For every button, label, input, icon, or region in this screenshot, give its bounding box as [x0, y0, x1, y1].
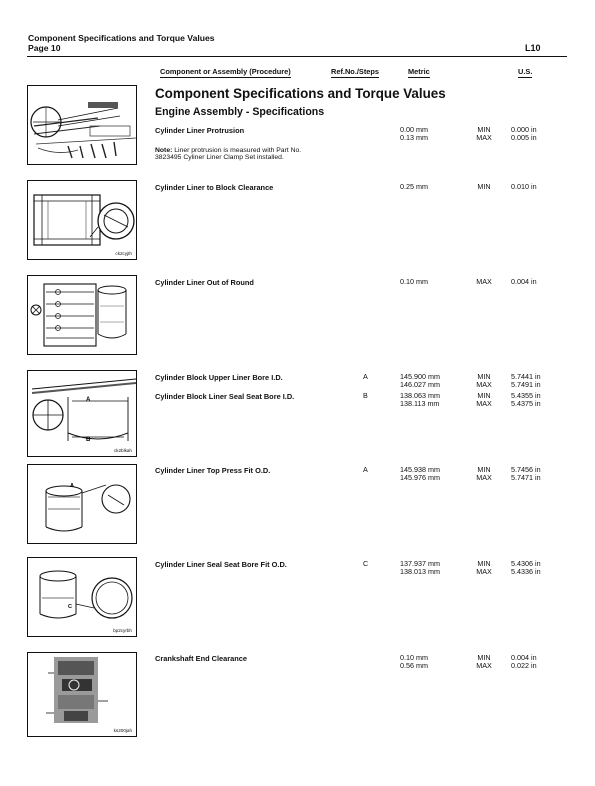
section-subtitle: Engine Assembly - Specifications	[155, 106, 325, 118]
figure-caption: ck2cyjth	[115, 251, 132, 256]
spec-limits-seal-seat-fit: MIN MAX	[476, 559, 492, 577]
note-text: Liner protrusion is measured with Part No.	[174, 147, 302, 154]
spec-ref-seal-seat-fit: C	[363, 559, 369, 568]
spec-metric-upper-liner-bore: 145.900 mm 146.027 mm	[400, 372, 440, 390]
spec-ref-upper-liner-bore: A	[363, 372, 368, 381]
page-number: Page 10	[28, 42, 61, 53]
spec-label-upper-liner-bore: Cylinder Block Upper Liner Bore I.D.	[155, 373, 283, 382]
spec-us-liner-protrusion: 0.000 in 0.005 in	[511, 125, 537, 143]
spec-limits-seal-seat-bore: MIN MAX	[476, 391, 492, 409]
spec-limits-upper-liner-bore: MIN MAX	[476, 372, 492, 390]
note-label: Note:	[155, 147, 173, 154]
spec-label-liner-out-of-round: Cylinder Liner Out of Round	[155, 278, 254, 287]
spec-us-liner-block-clearance: 0.010 in	[511, 182, 537, 191]
header-rule	[27, 56, 567, 57]
spec-label-crankshaft-end-clearance: Crankshaft End Clearance	[155, 654, 248, 663]
svg-text:A: A	[86, 397, 91, 403]
spec-limits-liner-out-of-round: MAX	[476, 277, 492, 286]
spec-label-liner-protrusion: Cylinder Liner Protrusion	[155, 126, 245, 135]
svg-text:A: A	[70, 483, 74, 489]
spec-us-top-press-fit: 5.7456 in 5.7471 in	[511, 465, 541, 483]
spec-label-seal-seat-bore: Cylinder Block Liner Seal Seat Bore I.D.	[155, 392, 295, 401]
liner-protrusion-illustration	[28, 86, 136, 164]
liner-seal-seat-illustration	[28, 558, 136, 636]
figure-liner-out-of-round	[27, 275, 137, 355]
svg-text:C: C	[68, 604, 72, 610]
spec-label-top-press-fit: Cylinder Liner Top Press Fit O.D.	[155, 466, 271, 475]
column-header-metric: Metric	[408, 67, 430, 76]
spec-limits-crankshaft-end-clearance: MIN MAX	[476, 653, 492, 671]
figure-liner-top-press-fit	[27, 464, 137, 544]
figure-crankshaft-end-clearance	[27, 652, 137, 737]
figure-liner-block-clearance	[27, 180, 137, 260]
spec-metric-liner-out-of-round: 0.10 mm	[400, 277, 428, 286]
svg-text:B: B	[86, 437, 91, 443]
spec-metric-seal-seat-fit: 137.937 mm 138.013 mm	[400, 559, 440, 577]
spec-metric-top-press-fit: 145.938 mm 145.976 mm	[400, 465, 440, 483]
crankshaft-end-clearance-illustration	[28, 653, 136, 736]
liner-block-clearance-illustration	[28, 181, 136, 259]
spec-ref-seal-seat-bore: B	[363, 391, 368, 400]
spec-note-liner-protrusion	[155, 147, 301, 162]
note-text-line2: 3823495 Cyliner Liner Clamp Set installed.	[155, 154, 284, 162]
document-title: Component Specifications and Torque Values	[28, 33, 215, 43]
figure-block-liner-bore	[27, 370, 137, 457]
liner-out-of-round-illustration	[28, 276, 136, 354]
liner-top-press-fit-illustration	[28, 465, 136, 543]
figure-caption: bp2cyrbh	[113, 628, 132, 633]
spec-us-upper-liner-bore: 5.7441 in 5.7491 in	[511, 372, 541, 390]
spec-us-seal-seat-bore: 5.4355 in 5.4375 in	[511, 391, 541, 409]
spec-us-crankshaft-end-clearance: 0.004 in 0.022 in	[511, 653, 537, 671]
spec-limits-liner-block-clearance: MIN	[477, 182, 491, 191]
figure-caption: ck2blkah	[113, 448, 132, 453]
spec-label-liner-block-clearance: Cylinder Liner to Block Clearance	[155, 183, 274, 192]
spec-limits-top-press-fit: MIN MAX	[476, 465, 492, 483]
spec-ref-top-press-fit: A	[363, 465, 368, 474]
spec-metric-crankshaft-end-clearance: 0.10 mm 0.56 mm	[400, 653, 428, 671]
spec-label-seal-seat-fit: Cylinder Liner Seal Seat Bore Fit O.D.	[155, 560, 287, 569]
spec-us-liner-out-of-round: 0.004 in	[511, 277, 537, 286]
column-header-component: Component or Assembly (Procedure)	[160, 67, 291, 76]
spec-metric-seal-seat-bore: 138.063 mm 138.113 mm	[400, 391, 440, 409]
figure-liner-seal-seat	[27, 557, 137, 637]
spec-metric-liner-block-clearance: 0.25 mm	[400, 182, 428, 191]
figure-liner-protrusion	[27, 85, 137, 165]
engine-model: L10	[525, 43, 541, 53]
figure-caption: ks200jah	[113, 728, 132, 733]
spec-metric-liner-protrusion: 0.00 mm 0.13 mm	[400, 125, 428, 143]
column-header-us: U.S.	[518, 67, 533, 76]
section-title: Component Specifications and Torque Values	[155, 86, 446, 101]
document-header	[28, 34, 215, 53]
spec-limits-liner-protrusion: MIN MAX	[476, 125, 492, 143]
spec-us-seal-seat-fit: 5.4306 in 5.4336 in	[511, 559, 541, 577]
block-liner-bore-illustration	[28, 371, 136, 456]
column-header-ref: Ref.No./Steps	[331, 67, 380, 76]
